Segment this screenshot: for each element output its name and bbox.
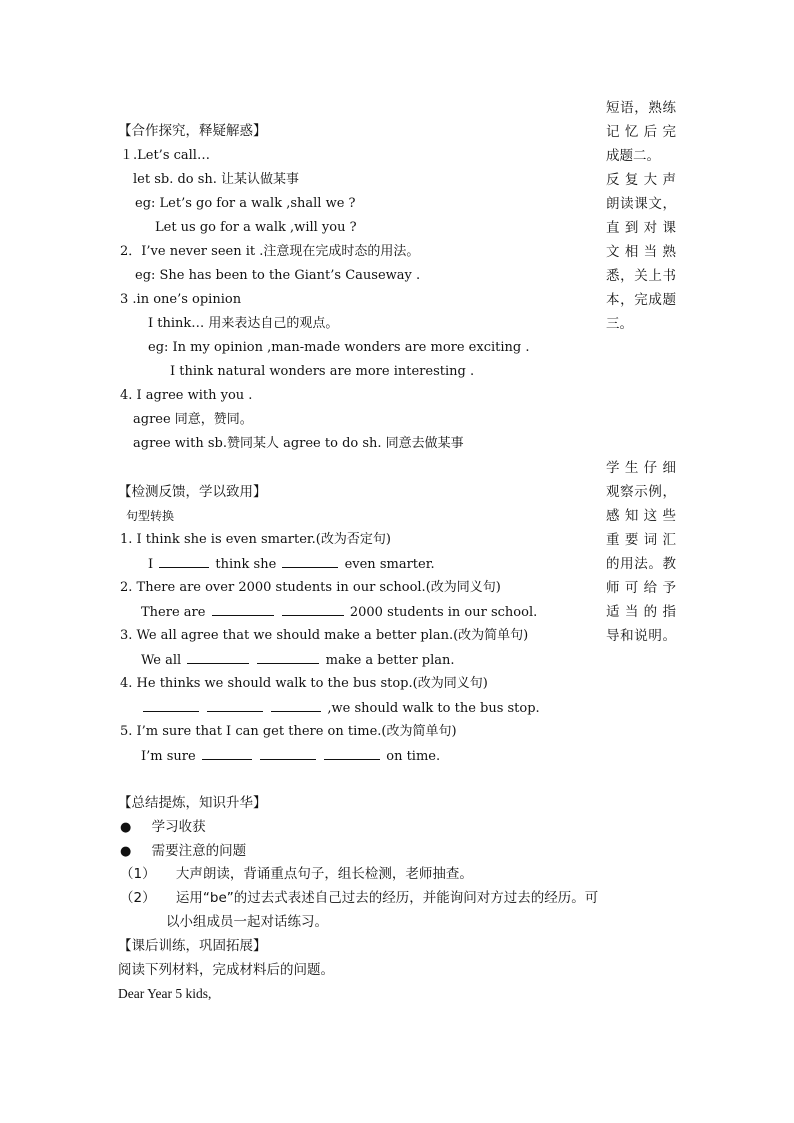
reading-instruction: 阅读下列材料，完成材料后的问题。: [118, 962, 334, 978]
item-lets-call: １.Let’s call…: [120, 148, 210, 163]
side-note-line: 三。: [606, 316, 633, 332]
item-example: eg: She has been to the Giant’s Causeway .: [135, 268, 421, 283]
side-note-line: 学 生 仔 细: [606, 460, 676, 476]
question-3: 3. We all agree that we should make a better plan.(改为简单句): [120, 628, 529, 643]
answer-blank[interactable]: [187, 651, 249, 664]
answer-blank[interactable]: [143, 699, 199, 712]
side-note-line: 记 忆 后 完: [606, 124, 676, 140]
item-example: eg: In my opinion ,man-made wonders are more exciting .: [148, 340, 530, 355]
answer-blank[interactable]: [282, 555, 338, 568]
item-agree: 4. I agree with you .: [120, 388, 253, 403]
side-note-line: 短语，熟练: [606, 100, 676, 116]
side-note-1: [606, 96, 676, 336]
side-note-line: 直 到 对 课: [606, 220, 676, 236]
side-note-line: 观察示例，: [606, 484, 676, 500]
side-note-2: [606, 456, 676, 648]
question-5: 5. I’m sure that I can get there on time.(改为简单句): [120, 724, 457, 739]
bullet-item-gains: ● 学习收获: [120, 819, 206, 835]
answer-2: There are 2000 students in our school.: [141, 605, 538, 620]
side-note-line: 的用法。教: [606, 556, 676, 572]
bullet-item-issues: ● 需要注意的问题: [120, 843, 247, 859]
answer-3: We all make a better plan.: [141, 653, 455, 668]
answer-blank[interactable]: [324, 747, 380, 760]
exercise-type: 句型转换: [126, 509, 175, 523]
item-example: eg: Let’s go for a walk ,shall we ?: [135, 196, 356, 211]
side-note-line: 感 知 这 些: [606, 508, 676, 524]
side-note-line: 文 相 当 熟: [606, 244, 676, 260]
answer-blank[interactable]: [260, 747, 316, 760]
item-never-seen: 2．I’ve never seen it .注意现在完成时态的用法。: [120, 244, 420, 259]
question-1: 1. I think she is even smarter.(改为否定句): [120, 532, 391, 547]
question-4: 4. He thinks we should walk to the bus stop.(改为同义句): [120, 676, 488, 691]
side-note-line: 朗读课文，: [606, 196, 676, 212]
item-let-sb: let sb. do sh. 让某认做某事: [133, 172, 300, 187]
side-note-line: 本，完成题: [606, 292, 676, 308]
item-opinion: 3 .in one’s opinion: [120, 292, 242, 307]
section-heading-homework: 【课后训练，巩固拓展】: [118, 938, 267, 954]
item-example: Let us go for a walk ,will you ?: [155, 220, 357, 235]
answer-4: ,we should walk to the bus stop.: [141, 699, 540, 717]
side-note-line: 悉，关上书: [606, 268, 676, 284]
answer-blank[interactable]: [271, 699, 321, 712]
side-note-line: 师 可 给 予: [606, 580, 676, 596]
item-example: I think natural wonders are more interesting .: [170, 364, 475, 379]
side-note-line: 重 要 词 汇: [606, 532, 676, 548]
answer-5: I’m sure on time.: [141, 749, 441, 764]
question-2: 2. There are over 2000 students in our school.(改为同义句): [120, 580, 501, 595]
letter-greeting: Dear Year 5 kids,: [118, 986, 212, 1001]
item-agree-with: agree with sb.赞同某人 agree to do sh. 同意去做某事: [133, 436, 464, 451]
answer-blank[interactable]: [202, 747, 252, 760]
section-heading-summary: 【总结提炼，知识升华】: [118, 795, 267, 811]
answer-blank[interactable]: [207, 699, 263, 712]
point-2: （2） 运用“be”的过去式表述自己过去的经历，并能询问对方过去的经历。可: [120, 890, 599, 906]
item-i-think: I think… 用来表达自己的观点。: [148, 316, 339, 331]
side-note-line: 适 当 的 指: [606, 604, 676, 620]
item-agree-meaning: agree 同意，赞同。: [133, 412, 253, 427]
answer-1: I think she even smarter.: [148, 557, 435, 572]
side-note-line: 成题二。: [606, 148, 660, 164]
side-note-line: 反 复 大 声: [606, 172, 676, 188]
section-heading-feedback: 【检测反馈，学以致用】: [118, 484, 267, 500]
side-note-line: 导和说明。: [606, 628, 676, 644]
point-2-continued: 以小组成员一起对话练习。: [166, 914, 328, 930]
bullet-icon: ●: [120, 820, 132, 835]
answer-blank[interactable]: [282, 603, 344, 616]
bullet-icon: ●: [120, 844, 132, 859]
answer-blank[interactable]: [212, 603, 274, 616]
answer-blank[interactable]: [159, 555, 209, 568]
point-1: （1） 大声朗读，背诵重点句子，组长检测，老师抽查。: [120, 866, 473, 882]
answer-blank[interactable]: [257, 651, 319, 664]
section-heading-cooperation: 【合作探究，释疑解惑】: [118, 123, 267, 139]
